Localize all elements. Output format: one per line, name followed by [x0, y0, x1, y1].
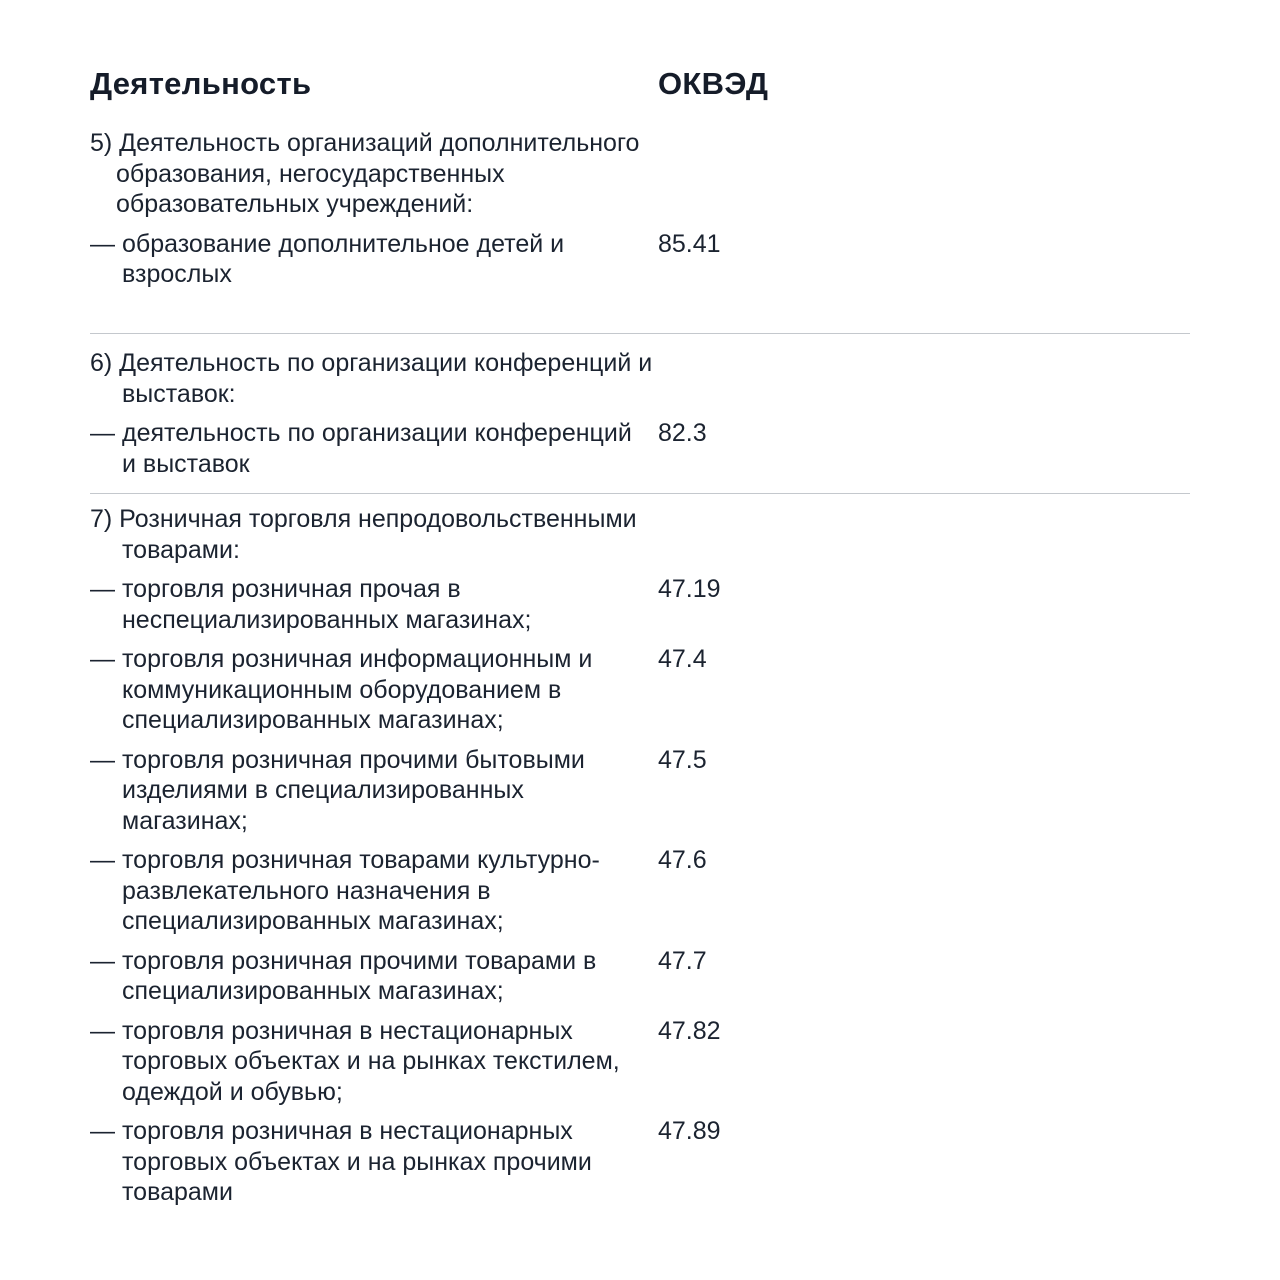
dash: —: [90, 419, 115, 447]
okved-code: 47.82: [658, 1016, 721, 1045]
table-row: [90, 745, 1190, 837]
activity-description: торговля розничная информационным и коммуникационным оборудованием в специализированных магазинах;: [122, 645, 593, 734]
dash: —: [90, 745, 115, 774]
dash: —: [90, 575, 115, 603]
okved-code: 82.3: [658, 419, 707, 447]
activity-description: торговля розничная прочая в неспециализированных магазинах;: [122, 575, 532, 634]
section-6: [90, 348, 1190, 479]
okved-code: 47.89: [658, 1117, 721, 1145]
table-row: [90, 1016, 1190, 1108]
activity-description: торговля розничная в нестационарных торговых объектах и на рынках текстилем, одеждой и обувью;: [122, 1016, 620, 1106]
table-header: [0, 66, 1280, 106]
okved-code: 47.6: [658, 846, 707, 874]
table-row: [90, 644, 1190, 736]
section-7: [90, 504, 1190, 1208]
okved-code: 47.4: [658, 645, 707, 673]
okved-code: 47.7: [658, 946, 707, 975]
okved-code: 47.19: [658, 575, 721, 603]
table-row: [90, 229, 1190, 290]
section-title: 5) Деятельность организаций дополнительного образования, негосударственных образовательных учреждений:: [90, 129, 640, 218]
section-title: 7) Розничная торговля непродовольственными товарами:: [90, 505, 637, 564]
dash: —: [90, 946, 115, 975]
activity-description: деятельность по организации конференций и выставок: [122, 419, 632, 478]
section-5: [90, 128, 1190, 290]
table-row: [90, 946, 1190, 1007]
header-activity: Деятельность: [90, 66, 312, 101]
activity-description: торговля розничная в нестационарных торговых объектах и на рынках прочими товарами: [122, 1117, 592, 1206]
activity-description: торговля розничная прочими товарами в специализированных магазинах;: [122, 946, 597, 1005]
dash: —: [90, 1016, 115, 1045]
activity-description: образование дополнительное детей и взрослых: [122, 229, 565, 288]
table-row: [90, 1116, 1190, 1208]
dash: —: [90, 645, 115, 673]
okved-code: 85.41: [658, 229, 721, 258]
activity-description: торговля розничная товарами культурно-развлекательного назначения в специализированных магазинах;: [122, 846, 600, 935]
okved-code: 47.5: [658, 745, 707, 774]
table-row: [90, 418, 1190, 479]
dash: —: [90, 229, 115, 258]
dash: —: [90, 1117, 115, 1145]
dash: —: [90, 846, 115, 874]
divider: [90, 333, 1190, 334]
header-okved: ОКВЭД: [658, 66, 769, 101]
section-title: 6) Деятельность по организации конференций и выставок:: [90, 349, 653, 408]
divider: [90, 493, 1190, 494]
table-row: [90, 845, 1190, 937]
activity-description: торговля розничная прочими бытовыми изделиями в специализированных магазинах;: [122, 745, 585, 835]
table-row: [90, 574, 1190, 635]
